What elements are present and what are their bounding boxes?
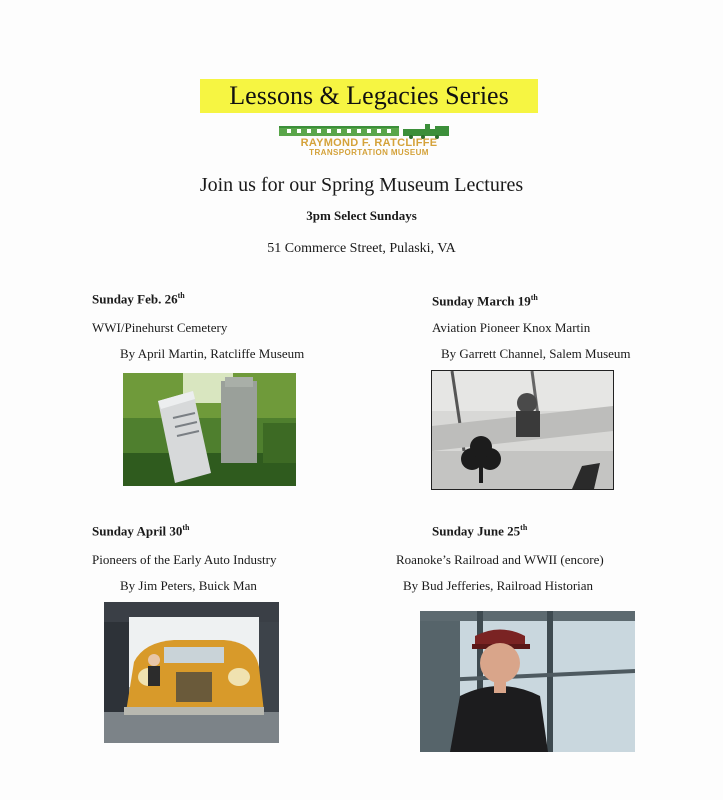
lecture-2-speaker: By Garrett Channel, Salem Museum [441, 346, 631, 361]
logo-subtitle: TRANSPORTATION MUSEUM [309, 148, 429, 157]
lecture-3-topic: Pioneers of the Early Auto Industry [92, 552, 277, 567]
schedule-text: 3pm Select Sundays [306, 208, 417, 223]
headline: Join us for our Spring Museum Lectures [199, 174, 524, 196]
lecture-1-suffix: th [177, 291, 185, 300]
lecture-2-date [432, 293, 538, 309]
museum-logo [275, 123, 463, 159]
series-title: Lessons & Legacies Series [200, 79, 538, 113]
biplane-pilot-photo [431, 370, 614, 490]
lecture-4-suffix: th [520, 523, 528, 532]
lecture-4-speaker: By Bud Jefferies, Railroad Historian [403, 578, 594, 593]
lecture-1-topic: WWI/Pinehurst Cemetery [92, 320, 228, 335]
lecture-2-day: Sunday March 19 [432, 293, 531, 309]
logo-name: RAYMOND F. RATCLIFFE [300, 137, 438, 149]
lecture-3-day: Sunday April 30 [92, 523, 183, 539]
cemetery-headstone-photo [123, 373, 296, 486]
vintage-car-photo [104, 602, 279, 743]
address-text: 51 Commerce Street, Pulaski, VA [267, 241, 456, 256]
lecture-2-suffix: th [530, 293, 538, 302]
lecture-3-speaker: By Jim Peters, Buick Man [120, 578, 257, 593]
lecture-2-topic: Aviation Pioneer Knox Martin [432, 320, 591, 335]
lecture-1-date [92, 291, 185, 307]
lecture-4-date [432, 523, 527, 539]
lecture-1-day: Sunday Feb. 26 [92, 291, 178, 307]
lecture-4-day: Sunday June 25 [432, 523, 521, 539]
lecture-3-suffix: th [182, 523, 190, 532]
railroad-historian-photo [420, 611, 635, 752]
lecture-3-date [92, 523, 189, 539]
lecture-1-speaker: By April Martin, Ratcliffe Museum [120, 346, 305, 361]
lecture-4-topic: Roanoke’s Railroad and WWII (encore) [396, 552, 604, 567]
